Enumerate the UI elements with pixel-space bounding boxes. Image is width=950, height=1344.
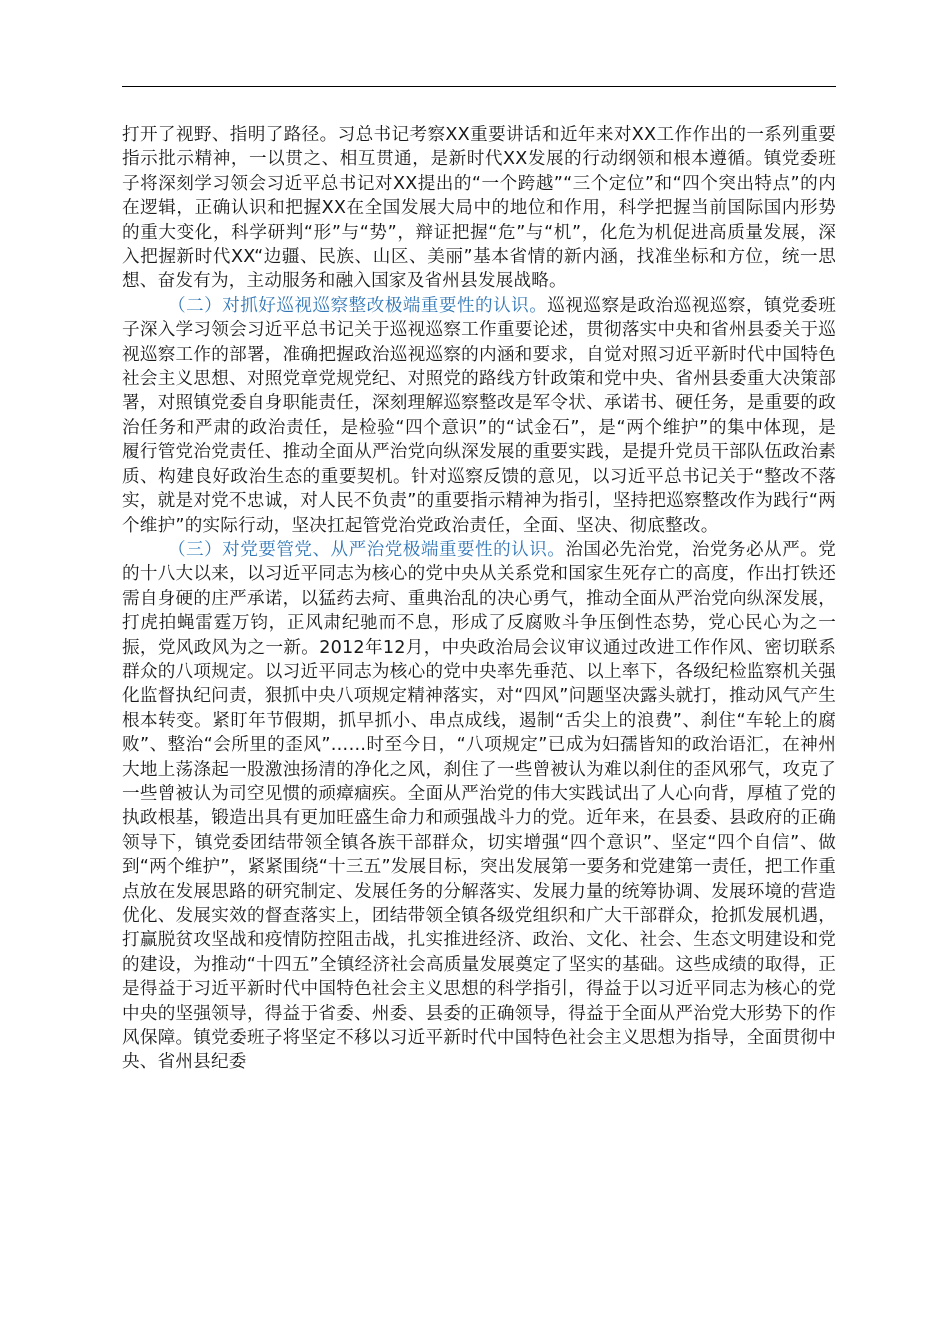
section-heading-2: （二）对抓好巡视巡察整改极端重要性的认识。 — [168, 295, 548, 316]
paragraph-section-3 — [122, 538, 836, 1075]
paragraph-text: 打开了视野、指明了路径。习总书记考察XX重要讲话和近年来对XX工作作出的一系列重要指示批示精神，一以贯之、相互贯通，是新时代XX发展的行动纲领和根本遵循。镇党委班子将深刻学习领会习近平总书记对XX提出的“一个跨越”“三个定位”和“四个突出特点”的内在逻辑，正确认识和把握XX在全国发展大局中的地位和作用，科学把握当前国际国内形势的重大变化，科学研判“形”与“势”，辩证把握“危”与“机”，化危为机促进高质量发展，深入把握新时代XX“边疆、民族、山区、美丽”基本省情的新内涵，找准坐标和方位，统一思想、奋发有为，主动服务和融入国家及省州县发展战略。 — [122, 125, 836, 292]
document-body — [122, 123, 836, 1075]
paragraph-text: 治国必先治党，治党务必从严。党的十八大以来，以习近平同志为核心的党中央从关系党和国家生死存亡的高度，作出打铁还需自身硬的庄严承诺，以猛药去疴、重典治乱的决心勇气，推动全面从严治党向纵深发展，打虎拍蝇雷霆万钧，正风肃纪驰而不息，形成了反腐败斗争压倒性态势，党心民心为之一振，党风政风为之一新。2012年12月，中央政治局会议审议通过改进工作作风、密切联系群众的八项规定。以习近平同志为核心的党中央率先垂范、以上率下，各级纪检监察机关强化监督执纪问责，狠抓中央八项规定精神落实，对“四风”问题坚决露头就打，推动风气产生根本转变。紧盯年节假期，抓早抓小、串点成线，遏制“舌尖上的浪费”、刹住“车轮上的腐败”、整治“会所里的歪风”……时至今日，“八项规定”已成为妇孺皆知的政治语汇，在神州大地上荡涤起一股激浊扬清的净化之风，刹住了一些曾被认为难以刹住的歪风邪气，攻克了一些曾被认为司空见惯的顽瘴痼疾。全面从严治党的伟大实践试出了人心向背，厚植了党的执政根基，锻造出具有更加旺盛生命力和顽强战斗力的党。近年来，在县委、县政府的正确领导下，镇党委团结带领全镇各族干部群众，切实增强“四个意识”、坚定“四个自信”、做到“两个维护”，紧紧围绕“十三五”发展目标，突出发展第一要务和党建第一责任，把工作重点放在发展思路的研究制定、发展任务的分解落实、发展力量的统筹协调、发展环境的营造优化、发展实效的督查落实上，团结带领全镇各级党组织和广大干部群众，抢抓发展机遇，打赢脱贫攻坚战和疫情防控阻击战，扎实推进经济、政治、文化、社会、生态文明建设和党的建设，为推动“十四五”全镇经济社会高质量发展奠定了坚实的基础。这些成绩的取得，正是得益于习近平新时代中国特色社会主义思想的科学指引，得益于以习近平同志为核心的党中央的坚强领导，得益于省委、州委、县委的正确领导，得益于全面从严治党大形势下的作风保障。镇党委班子将坚定不移以习近平新时代中国特色社会主义思想为指导，全面贯彻中央、省州县纪委 — [122, 539, 836, 1073]
header-rule — [122, 86, 836, 87]
paragraph-section-2 — [122, 294, 836, 538]
section-heading-3: （三）对党要管党、从严治党极端重要性的认识。 — [168, 539, 566, 560]
paragraph-text: 巡视巡察是政治巡视巡察，镇党委班子深入学习领会习近平总书记关于巡视巡察工作重要论述，贯彻落实中央和省州县委关于巡视巡察工作的部署，准确把握政治巡视巡察的内涵和要求，自觉对照习近平新时代中国特色社会主义思想、对照党章党规党纪、对照党的路线方针政策和党中央、省州县委重大决策部署，对照镇党委自身职能责任，深刻理解巡察整改是军令状、承诺书、硬任务，是重要的政治任务和严肃的政治责任，是检验“四个意识”的“试金石”，是“两个维护”的集中体现，是履行管党治党责任、推动全面从严治党向纵深发展的重要实践，是提升党员干部队伍政治素质、构建良好政治生态的重要契机。针对巡察反馈的意见，以习近平总书记关于“整改不落实，就是对党不忠诚，对人民不负责”的重要指示精神为指引，坚持把巡察整改作为践行“两个维护”的实际行动，坚决扛起管党治党政治责任，全面、坚决、彻底整改。 — [122, 295, 837, 536]
paragraph-continuation — [122, 123, 836, 294]
